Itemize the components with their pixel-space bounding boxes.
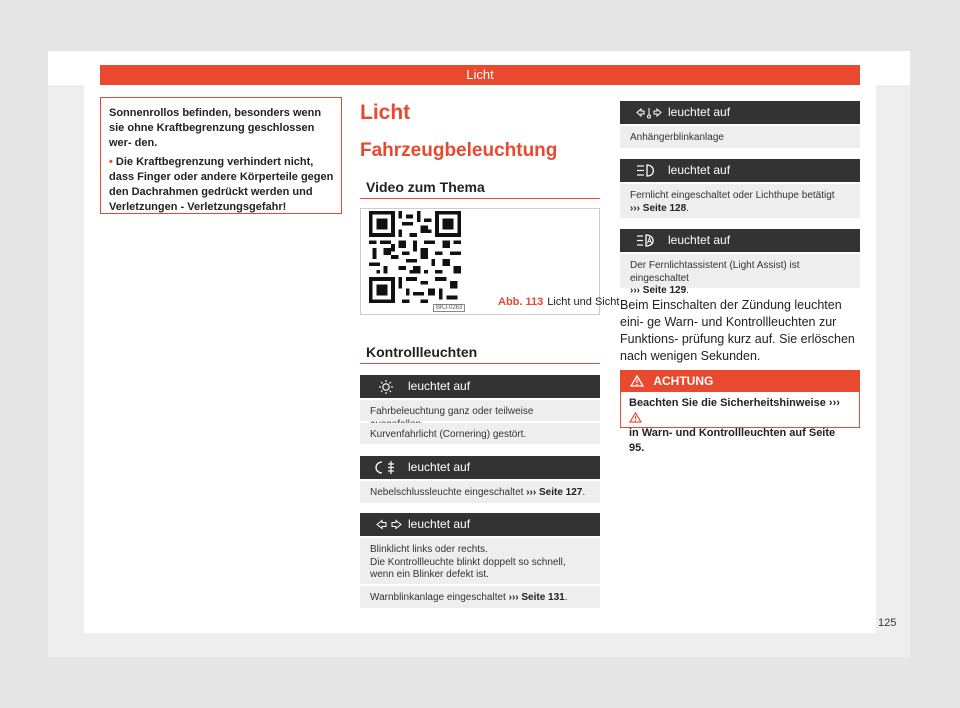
light-description-line: Blinklicht links oder rechts. — [370, 544, 488, 555]
high-beam-icon — [634, 163, 666, 178]
light-status: leuchtet auf — [668, 233, 731, 247]
kontrollleuchten-heading: Kontrollleuchten — [366, 344, 478, 360]
section-title: Licht — [360, 101, 411, 124]
achtung-warning-box — [620, 370, 860, 454]
light-description-text: Fernlicht eingeschaltet oder Lichthupe betätigt — [630, 190, 835, 201]
punctuation: . — [686, 285, 689, 296]
divider — [360, 198, 600, 199]
body-paragraph: Beim Einschalten der Zündung leuchten eini- ge Warn- und Kontrollleuchten zur Funktions- prüfung kurz auf. Sie erlöschen nach wenigen Sekunden. — [620, 298, 855, 363]
light-status: leuchtet auf — [408, 517, 471, 531]
punctuation: . — [564, 592, 568, 603]
warning-triangle-icon — [629, 412, 642, 423]
light-description — [360, 538, 600, 584]
light-row-header — [360, 456, 600, 479]
chapter-header: Licht — [100, 65, 860, 85]
warning-triangle-icon — [630, 375, 644, 387]
video-heading: Video zum Thema — [366, 179, 485, 195]
light-row-header — [620, 101, 860, 124]
light-assist-icon — [634, 233, 666, 248]
light-row-header — [360, 375, 600, 398]
rear-fog-light-icon — [374, 460, 406, 475]
page-number: 125 — [878, 617, 897, 629]
light-row-header — [360, 513, 600, 536]
achtung-title: ACHTUNG — [653, 374, 714, 388]
light-status: leuchtet auf — [408, 379, 471, 393]
divider — [360, 363, 600, 364]
figure-113 — [360, 208, 620, 315]
trailer-turn-signal-icon — [634, 105, 666, 120]
punctuation: . — [582, 487, 586, 498]
light-description — [360, 586, 600, 608]
warning-continuation-box — [100, 97, 342, 214]
warning-text-1: Sonnenrollos befinden, besonders wenn sie ohne Kraftbegrenzung geschlossen wer- den. — [109, 107, 322, 150]
figure-caption — [498, 296, 619, 308]
turn-signal-icon — [374, 517, 406, 532]
figure-caption-text: Licht und Sicht — [547, 296, 620, 308]
page-right-margin — [876, 85, 910, 633]
punctuation: . — [686, 202, 689, 214]
page-bottom-margin — [48, 633, 910, 657]
light-description — [620, 184, 860, 218]
light-description-text: Nebelschlussleuchte eingeschaltet — [370, 487, 524, 498]
light-status: leuchtet auf — [668, 105, 731, 119]
figure-label: Abb. 113 — [498, 296, 544, 308]
subsection-title: Fahrzeugbeleuchtung — [360, 140, 558, 161]
qr-code-icon[interactable] — [369, 211, 461, 303]
light-description-text: Der Fernlichtassistent (Light Assist) ist eingeschaltet — [630, 260, 800, 284]
bullet-icon: • — [109, 155, 113, 168]
light-status: leuchtet auf — [408, 460, 471, 474]
light-description-line: Die Kontrollleuchte blinkt doppelt so schnell, wenn ein Blinker defekt ist. — [370, 556, 566, 580]
achtung-header — [621, 371, 859, 392]
achtung-body — [621, 392, 859, 459]
page-left-margin — [48, 85, 84, 633]
light-description — [620, 254, 860, 296]
warning-text-2 — [109, 155, 334, 216]
light-description-text: Warnblinkanlage eingeschaltet — [370, 592, 506, 603]
page-reference-link[interactable]: ››› Seite 128 — [630, 202, 687, 214]
light-description — [360, 481, 600, 503]
page-reference-link[interactable]: ››› Seite 127 — [526, 487, 583, 498]
light-description: Anhängerblinkanlage — [620, 126, 860, 148]
achtung-text[interactable]: Beachten Sie die Sicherheitshinweise ››› — [629, 397, 840, 409]
light-status: leuchtet auf — [668, 163, 731, 177]
light-row-header — [620, 159, 860, 182]
light-fault-icon — [374, 379, 406, 394]
page-reference-link[interactable]: ››› Seite 129 — [630, 285, 687, 296]
achtung-text-2: in Warn- und Kontrollleuchten auf Seite 95. — [629, 426, 836, 454]
warning-text-2-content: Die Kraftbegrenzung verhindert nicht, dass Finger oder andere Körperteile gegen den Dachrahmen gedrückt werden und Verletzungen - Verletzungsgefahr! — [109, 155, 334, 214]
light-row-header — [620, 229, 860, 252]
figure-code: BKJ-0263 — [433, 304, 465, 312]
light-description: Kurvenfahrlicht (Cornering) gestört. — [360, 423, 600, 444]
light-description: Fahrbeleuchtung ganz oder teilweise — [360, 400, 600, 421]
page-reference-link[interactable]: ››› Seite 131 — [508, 592, 565, 603]
